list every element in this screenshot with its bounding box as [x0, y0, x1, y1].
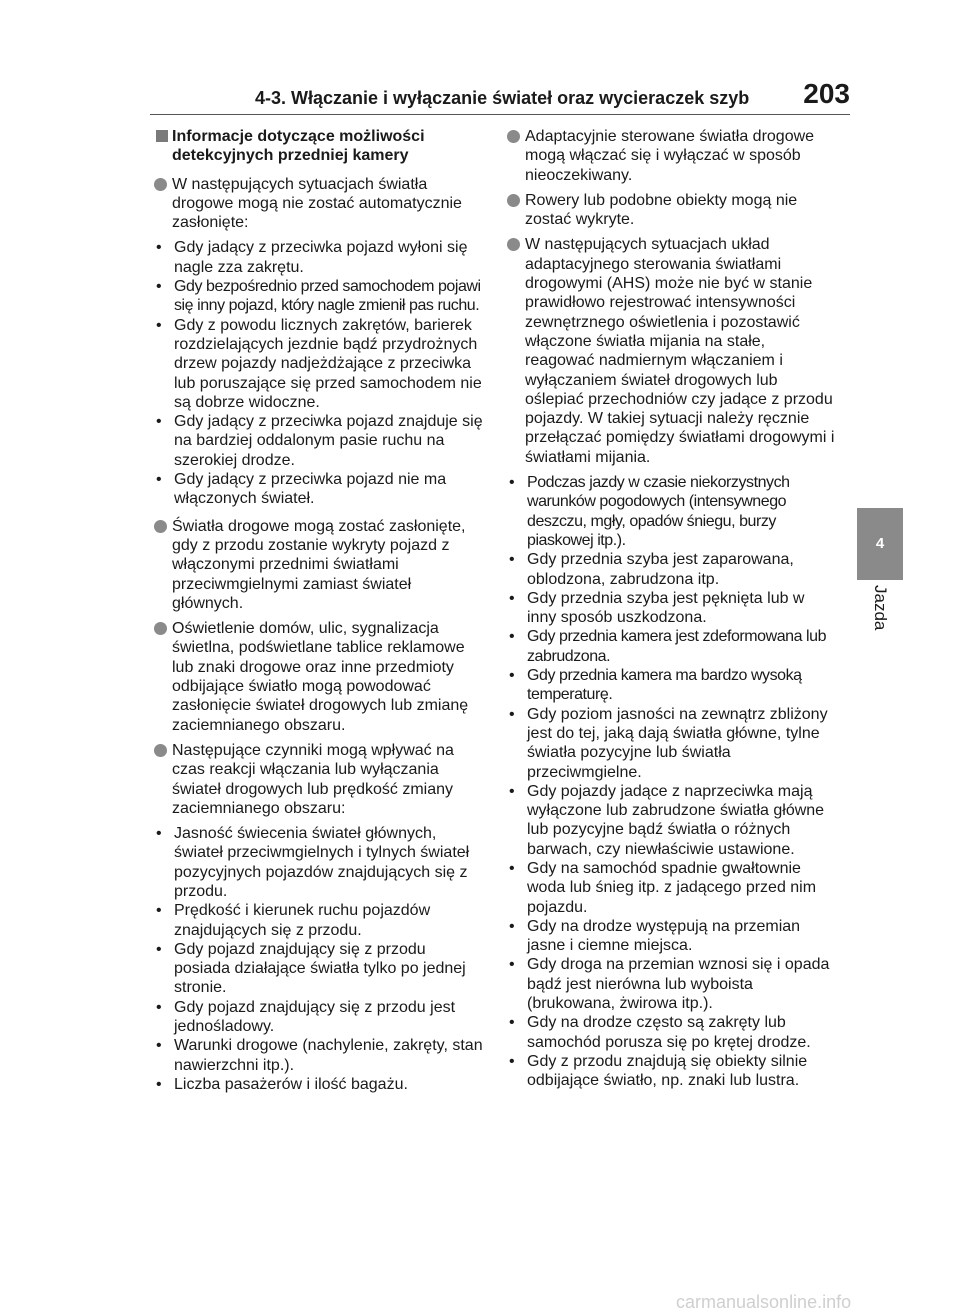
sub-list-item: • Warunki drogowe (nachylenie, zakręty, stan nawierzchni itp.).	[152, 1036, 484, 1075]
circle-bullet-icon	[507, 238, 520, 251]
page-number: 203	[803, 78, 850, 109]
circle-bullet-icon	[154, 744, 167, 757]
sub-list	[505, 473, 837, 1091]
sub-list-item: • Gdy poziom jasności na zewnątrz zbliżony jest do tej, jaką dają światła główne, tylne światła pozycyjne lub światła przeciwmgielne.	[505, 705, 837, 782]
bullet-text: Oświetlenie domów, ulic, sygnalizacja świetlna, podświetlane tablice reklamowe lub znaki drogowe oraz inne przedmioty odbijające światło mogą powodować zasłonięcie świateł drogowych lub zmianę zaciemnianego obszaru.	[172, 620, 469, 734]
section-heading-text: Informacje dotyczące możliwości detekcyjnych przedniej kamery	[172, 128, 425, 165]
circle-bullet-icon	[154, 178, 167, 191]
bullet-text: Następujące czynniki mogą wpływać na czas reakcji włączania lub wyłączania świateł drogowych lub prędkość zmiany zaciemnianego obszaru:	[172, 741, 454, 817]
page-header	[150, 78, 850, 112]
bullet-item	[152, 741, 484, 818]
left-column	[152, 127, 484, 1102]
circle-bullet-icon	[507, 194, 520, 207]
bullet-item	[152, 517, 484, 613]
chapter-title: 4-3. Włączanie i wyłączanie świateł oraz wycieraczek szyb	[255, 88, 750, 108]
sub-list-item: • Gdy przednia kamera ma bardzo wysoką temperaturę.	[505, 666, 837, 705]
sub-list	[152, 238, 484, 508]
sub-list-item: • Jasność świecenia świateł głównych, świateł przeciwmgielnych i tylnych świateł pozycyjnych pojazdów znajdujących się z przodu.	[152, 824, 484, 901]
sub-list-item: • Podczas jazdy w czasie niekorzystnych warunków pogodowych (intensywnego deszczu, mgły, opadów śniegu, burzy piaskowej itp.).	[505, 473, 837, 550]
bullet-text: Rowery lub podobne obiekty mogą nie zostać wykryte.	[525, 191, 798, 229]
bullet-text: W następujących sytuacjach układ adaptacyjnego sterowania światłami drogowymi (AHS) może nie być w stanie prawidłowo rejestrować intensywności zewnętrznego oświetlenia i pozostawić włączone światła mijania na stałe, reagować nadmiernym włączaniem i wyłączaniem świateł drogowych lub oślepiać przechodniów czy jadące z przodu pojazdy. W takiej sytuacji należy ręcznie przełączać pomiędzy światłami drogowymi i światłami mijania.	[525, 236, 835, 466]
sub-list-item: • Gdy jadący z przeciwka pojazd nie ma włączonych świateł.	[152, 470, 484, 509]
bullet-item	[505, 191, 837, 230]
bullet-item	[152, 619, 484, 735]
bullet-item	[505, 127, 837, 185]
sub-list-item: • Gdy na drodze występują na przemian jasne i ciemne miejsca.	[505, 917, 837, 956]
sub-list-item: • Gdy przednia szyba jest zaparowana, oblodzona, zabrudzona itp.	[505, 550, 837, 589]
sub-list-item: • Gdy z powodu licznych zakrętów, barierek rozdzielających jezdnie bądź przydrożnych drzew pojazdy nadjeżdżające z przeciwka lub poruszające się przed samochodem nie są dobrze widoczne.	[152, 316, 484, 412]
circle-bullet-icon	[154, 622, 167, 635]
sub-list-item: • Gdy jadący z przeciwka pojazd wyłoni się nagle zza zakrętu.	[152, 238, 484, 277]
chapter-tab-label: Jazda	[871, 585, 890, 631]
right-column	[505, 127, 837, 1099]
bullet-item	[505, 235, 837, 467]
sub-list-item: • Gdy na samochód spadnie gwałtownie woda lub śnieg itp. z jadącego przed nim pojazdu.	[505, 859, 837, 917]
sub-list-item: • Gdy pojazd znajdujący się z przodu jest jednośladowy.	[152, 998, 484, 1037]
sub-list	[152, 824, 484, 1094]
sub-list-item: • Gdy droga na przemian wznosi się i opada bądź jest nierówna lub wyboista (brukowana, żwirowa itp.).	[505, 955, 837, 1013]
sub-list-item: • Gdy z przodu znajdują się obiekty silnie odbijające światło, np. znaki lub lustra.	[505, 1052, 837, 1091]
chapter-tab: 4	[857, 508, 903, 580]
sub-list-item: • Gdy na drodze często są zakręty lub samochód porusza się po krętej drodze.	[505, 1013, 837, 1052]
section-heading	[152, 127, 484, 166]
square-bullet-icon	[156, 130, 168, 142]
sub-list-item: • Gdy pojazdy jadące z naprzeciwka mają wyłączone lub zabrudzone światła główne lub pozycyjne bądź światła o różnych barwach, czy niewłaściwie ustawione.	[505, 782, 837, 859]
sub-list-item: • Gdy pojazd znajdujący się z przodu posiada działające światła tylko po jednej stronie.	[152, 940, 484, 998]
sub-list-item: • Gdy przednia szyba jest pęknięta lub w inny sposób uszkodzona.	[505, 589, 837, 628]
circle-bullet-icon	[507, 130, 520, 143]
bullet-text: Światła drogowe mogą zostać zasłonięte, gdy z przodu zostanie wykryty pojazd z włączonymi przednimi światłami przeciwmgielnymi zamiast świateł głównych.	[172, 517, 466, 612]
watermark-text: carmanualsonline.info	[676, 1292, 852, 1312]
bullet-text: Adaptacyjnie sterowane światła drogowe mogą włączać się i wyłączać w sposób nieoczekiwany.	[525, 128, 815, 184]
sub-list-item: • Gdy bezpośrednio przed samochodem pojawi się inny pojazd, który nagle zmienił pas ruchu.	[152, 277, 484, 316]
sub-list-item: • Gdy jadący z przeciwka pojazd znajduje się na bardziej oddalonym pasie ruchu na szerokiej drodze.	[152, 412, 484, 470]
sub-list-item: • Prędkość i kierunek ruchu pojazdów znajdujących się z przodu.	[152, 901, 484, 940]
bullet-item	[152, 175, 484, 233]
sub-list-item: • Liczba pasażerów i ilość bagażu.	[152, 1075, 484, 1094]
bullet-text: W następujących sytuacjach światła drogowe mogą nie zostać automatycznie zasłonięte:	[172, 175, 462, 232]
sub-list-item: • Gdy przednia kamera jest zdeformowana lub zabrudzona.	[505, 627, 837, 666]
header-divider	[150, 114, 850, 115]
circle-bullet-icon	[154, 520, 167, 533]
